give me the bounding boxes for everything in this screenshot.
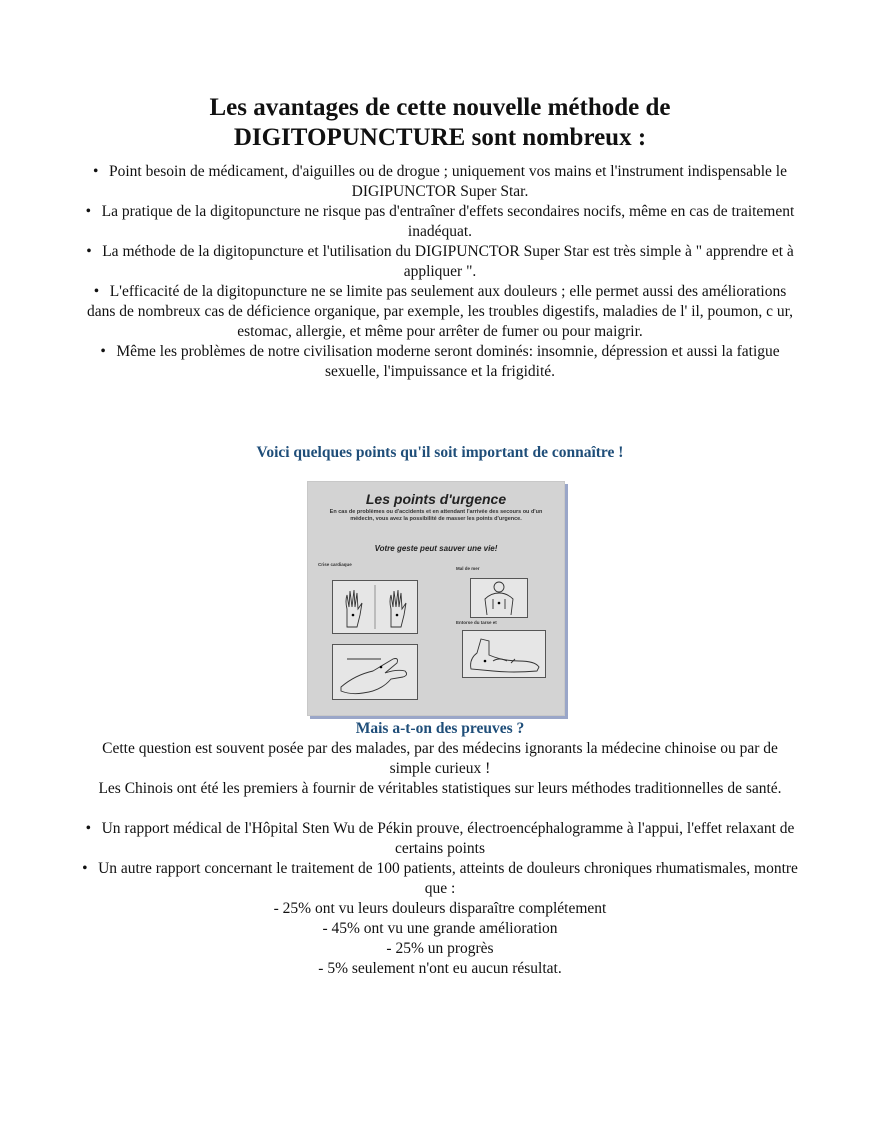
torso-illustration bbox=[470, 578, 528, 618]
figure-intro: En cas de problèmes ou d'accidents et en attendant l'arrivée des secours ou d'un médecin, vous avez la possibilité de masser les points d'urgence. bbox=[329, 509, 543, 522]
label-crise-cardiaque: Crise cardiaque bbox=[318, 562, 352, 567]
title-line-1: Les avantages de cette nouvelle méthode de bbox=[209, 94, 671, 121]
bullet-icon: • bbox=[86, 243, 92, 260]
advantages-list bbox=[80, 162, 800, 382]
figure-title: Les points d'urgence bbox=[365, 491, 507, 507]
palm-hand-icon bbox=[333, 645, 417, 699]
proof-heading: Mais a-t-on des preuves ? bbox=[355, 720, 525, 737]
results-list bbox=[80, 899, 800, 979]
result-item: - 45% ont vu une grande amélioration bbox=[322, 920, 558, 937]
torso-icon bbox=[471, 579, 527, 617]
list-item: • Un autre rapport concernant le traitement de 100 patients, atteints de douleurs chroniques rhumatismales, montre que : bbox=[82, 860, 798, 897]
list-item: • La méthode de la digitopuncture et l'utilisation du DIGIPUNCTOR Super Star est très simple à " apprendre et à appliquer ". bbox=[86, 243, 794, 280]
list-item: • Point besoin de médicament, d'aiguilles ou de drogue ; uniquement vos mains et l'instrument indispensable le DIGIPUNCTOR Super Star. bbox=[93, 163, 787, 200]
bullet-icon: • bbox=[100, 343, 106, 360]
section-heading: Voici quelques points qu'il soit important de connaître ! bbox=[256, 444, 624, 461]
list-item: • Même les problèmes de notre civilisation moderne seront dominés: insomnie, dépression et aussi la fatigue sexuelle, l'impuissance et la frigidité. bbox=[100, 343, 780, 380]
title-line-2: DIGITOPUNCTURE sont nombreux : bbox=[233, 124, 647, 151]
result-item: - 5% seulement n'ont eu aucun résultat. bbox=[318, 960, 562, 977]
result-item: - 25% ont vu leurs douleurs disparaître complétement bbox=[273, 900, 607, 917]
reports-list bbox=[80, 819, 800, 899]
list-item: • La pratique de la digitopuncture ne risque pas d'entraîner d'effets secondaires nocifs, même en cas de traitement inadéquat. bbox=[85, 203, 795, 240]
bullet-icon: • bbox=[85, 203, 92, 220]
label-mal-de-mer: Mal de mer bbox=[456, 566, 480, 571]
result-item: - 25% un progrès bbox=[386, 940, 494, 957]
page-title bbox=[80, 93, 800, 153]
foot-icon bbox=[463, 631, 545, 677]
figure-slogan: Votre geste peut sauver une vie! bbox=[374, 544, 498, 553]
proof-paragraph-2: Les Chinois ont été les premiers à fournir de véritables statistiques sur leurs méthodes traditionnelles de santé. bbox=[98, 780, 782, 797]
hands-icon bbox=[333, 581, 417, 633]
bullet-icon: • bbox=[85, 820, 92, 837]
bullet-icon: • bbox=[93, 283, 100, 300]
palm-illustration bbox=[332, 644, 418, 700]
urgency-points-figure bbox=[307, 481, 565, 716]
list-item: • L'efficacité de la digitopuncture ne se limite pas seulement aux douleurs ; elle permet aussi des améliorations dans de nombreux cas de déficience organique, par exemple, les troubles digestifs, maladies de l' il, poumon, c ur, estomac, allergie, et même pour arrêter de fumer ou pour maigrir. bbox=[86, 283, 794, 340]
proof-paragraph-1: Cette question est souvent posée par des malades, par des médecins ignorants la médecine chinoise ou par de simple curieux ! bbox=[102, 740, 778, 777]
bullet-icon: • bbox=[82, 860, 88, 877]
bullet-icon: • bbox=[93, 163, 99, 180]
foot-illustration bbox=[462, 630, 546, 678]
hands-illustration bbox=[332, 580, 418, 634]
label-entorse: Entorse du tarse et bbox=[456, 620, 497, 625]
list-item: • Un rapport médical de l'Hôpital Sten Wu de Pékin prouve, électroencéphalogramme à l'appui, l'effet relaxant de certains points bbox=[85, 820, 795, 857]
